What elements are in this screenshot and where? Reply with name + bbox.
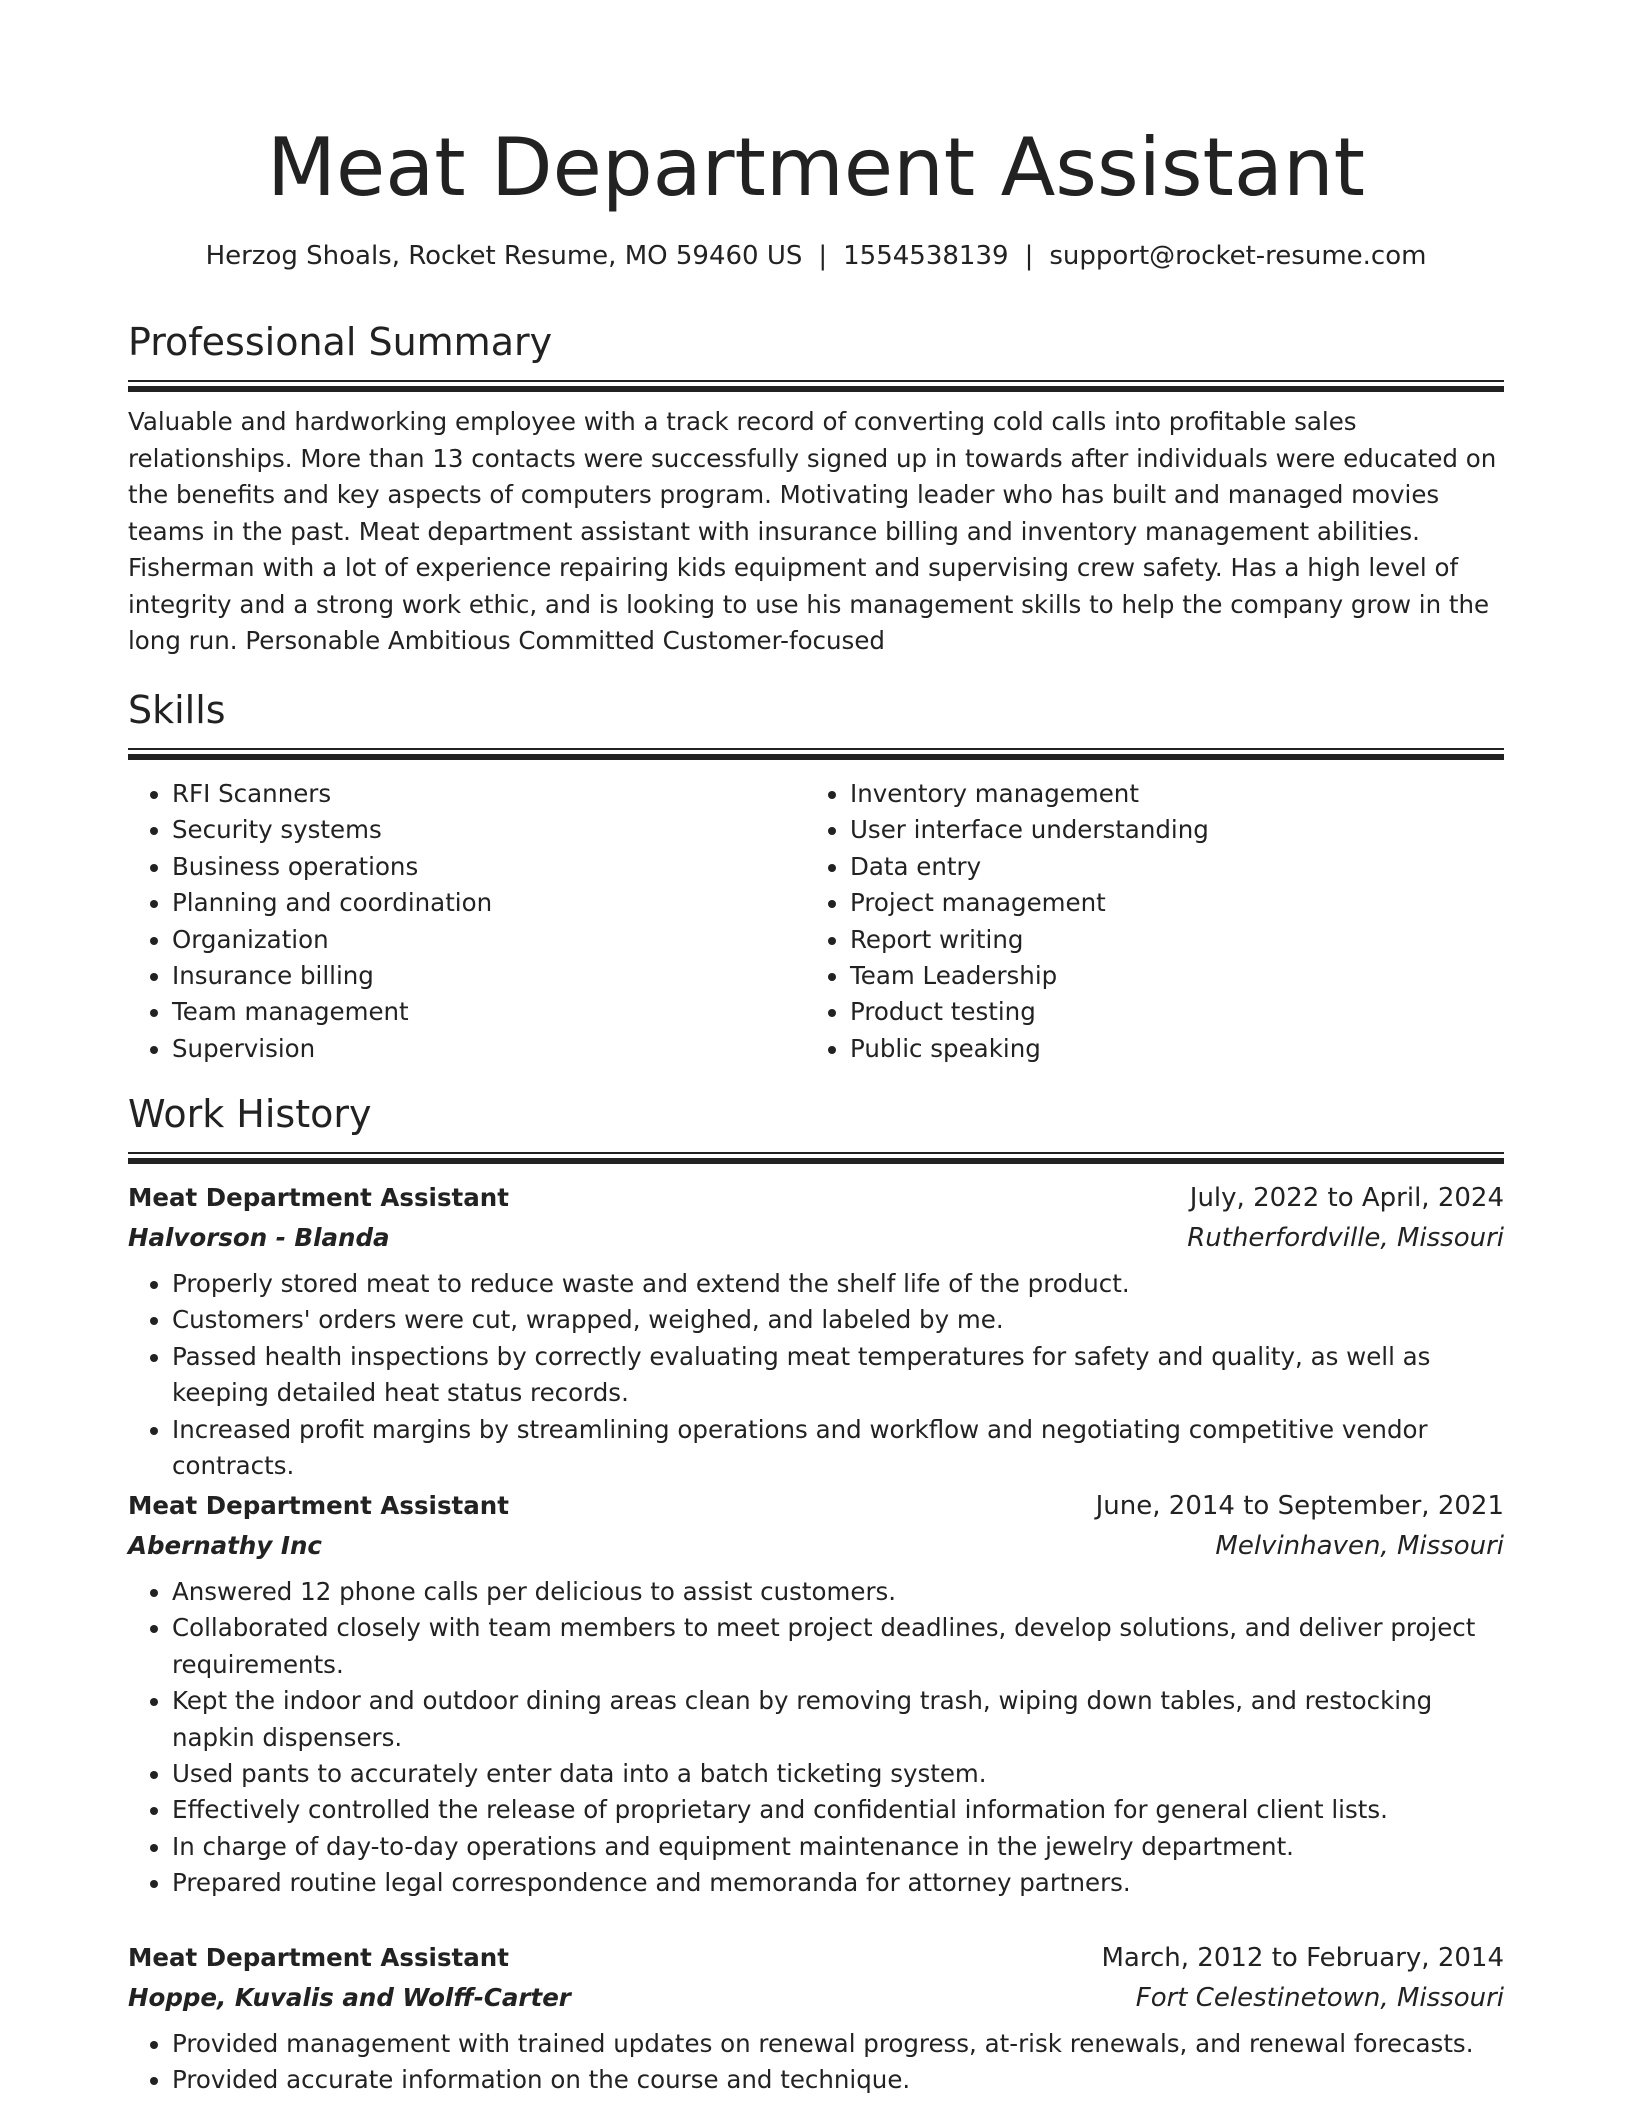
section-divider [128, 748, 1504, 760]
skill-item: • Security systems [172, 812, 806, 848]
job-bullet: • Answered 12 phone calls per delicious to assist customers. [172, 1574, 1504, 1610]
job-dates: June, 2014 to September, 2021 [1095, 1491, 1504, 1521]
job-entry [128, 1938, 1504, 2099]
job-location: Rutherfordville, Missouri [1187, 1223, 1504, 1253]
job-bullet: • Properly stored meat to reduce waste and extend the shelf life of the product. [172, 1266, 1504, 1302]
skill-item: • Product testing [850, 994, 1484, 1030]
job-bullet: • Used pants to accurately enter data into a batch ticketing system. [172, 1756, 1504, 1792]
skill-item: • Project management [850, 885, 1484, 921]
job-bullet: • Provided accurate information on the course and technique. [172, 2062, 1504, 2098]
work-history-section [128, 1090, 1504, 1164]
job-title: Meat Department Assistant [128, 1943, 509, 1972]
job-bullet: • In charge of day-to-day operations and equipment maintenance in the jewelry department. [172, 1829, 1504, 1865]
contact-email: support@rocket-resume.com [1049, 241, 1427, 271]
job-entry [128, 1486, 1504, 1902]
job-dates: July, 2022 to April, 2024 [1189, 1183, 1504, 1213]
section-divider [128, 1152, 1504, 1164]
job-entry [128, 1178, 1504, 1484]
skill-item: • Organization [172, 922, 806, 958]
job-company: Halvorson - Blanda [128, 1223, 390, 1252]
job-bullet: • Collaborated closely with team members to meet project deadlines, develop solutions, and deliver project requirements. [172, 1610, 1504, 1683]
job-bullet: • Prepared routine legal correspondence and memoranda for attorney partners. [172, 1865, 1504, 1901]
job-bullet: • Provided management with trained updates on renewal progress, at-risk renewals, and renewal forecasts. [172, 2026, 1504, 2062]
skill-item: • Business operations [172, 849, 806, 885]
job-bullet: • Passed health inspections by correctly evaluating meat temperatures for safety and quality, as well as keeping detailed heat status records. [172, 1339, 1504, 1412]
skill-item: • User interface understanding [850, 812, 1484, 848]
job-location: Fort Celestinetown, Missouri [1135, 1983, 1504, 2013]
skill-item: • Report writing [850, 922, 1484, 958]
job-bullets [128, 1266, 1504, 1484]
job-bullet: • Customers' orders were cut, wrapped, weighed, and labeled by me. [172, 1302, 1504, 1338]
skills-section [128, 686, 1504, 1067]
skill-item: • Data entry [850, 849, 1484, 885]
job-location: Melvinhaven, Missouri [1215, 1531, 1504, 1561]
candidate-name: Meat Department Assistant [266, 121, 1366, 214]
job-bullets [128, 2026, 1504, 2099]
skill-item: • RFI Scanners [172, 776, 806, 812]
job-dates: March, 2012 to February, 2014 [1101, 1943, 1504, 1973]
job-bullet: • Kept the indoor and outdoor dining areas clean by removing trash, wiping down tables, and restocking napkin dispensers. [172, 1683, 1504, 1756]
skill-item: • Inventory management [850, 776, 1484, 812]
work-history-title: Work History [128, 1092, 372, 1136]
summary-title: Professional Summary [128, 320, 553, 364]
job-company: Hoppe, Kuvalis and Wolff-Carter [128, 1983, 571, 2012]
skills-columns [128, 776, 1504, 1067]
job-bullet: • Increased profit margins by streamlining operations and workflow and negotiating competitive vendor contracts. [172, 1412, 1504, 1485]
contact-separator: | [1024, 241, 1034, 271]
contact-phone: 1554538139 [843, 241, 1009, 271]
skill-item: • Planning and coordination [172, 885, 806, 921]
skill-item: • Insurance billing [172, 958, 806, 994]
skill-item: • Supervision [172, 1031, 806, 1067]
job-bullet: • Effectively controlled the release of proprietary and confidential information for general client lists. [172, 1792, 1504, 1828]
job-title: Meat Department Assistant [128, 1491, 509, 1520]
job-company: Abernathy Inc [128, 1531, 322, 1560]
summary-section [128, 318, 1504, 660]
skill-item: • Team management [172, 994, 806, 1030]
skill-item: • Public speaking [850, 1031, 1484, 1067]
skill-item: • Team Leadership [850, 958, 1484, 994]
job-bullets [128, 1574, 1504, 1902]
contact-address: Herzog Shoals, Rocket Resume, MO 59460 US [205, 241, 803, 271]
summary-text: Valuable and hardworking employee with a track record of converting cold calls into profitable sales relationships. More than 13 contacts were successfully signed up in towards after individuals were educated on the benefits and key aspects of computers program. Motivating leader who has built and managed movies teams in the past. Meat department assistant with insurance billing and inventory management abilities. Fisherman with a lot of experience repairing kids equipment and supervising crew safety. Has a high level of integrity and a strong work ethic, and is looking to use his management skills to help the company grow in the long run. Personable Ambitious Committed Customer-focused [128, 407, 1497, 655]
skills-left-list [128, 776, 806, 1067]
section-divider [128, 380, 1504, 392]
job-title: Meat Department Assistant [128, 1183, 509, 1212]
skills-right-list [806, 776, 1484, 1067]
contact-line [128, 238, 1504, 274]
skills-title: Skills [128, 688, 226, 732]
contact-separator: | [818, 241, 828, 271]
